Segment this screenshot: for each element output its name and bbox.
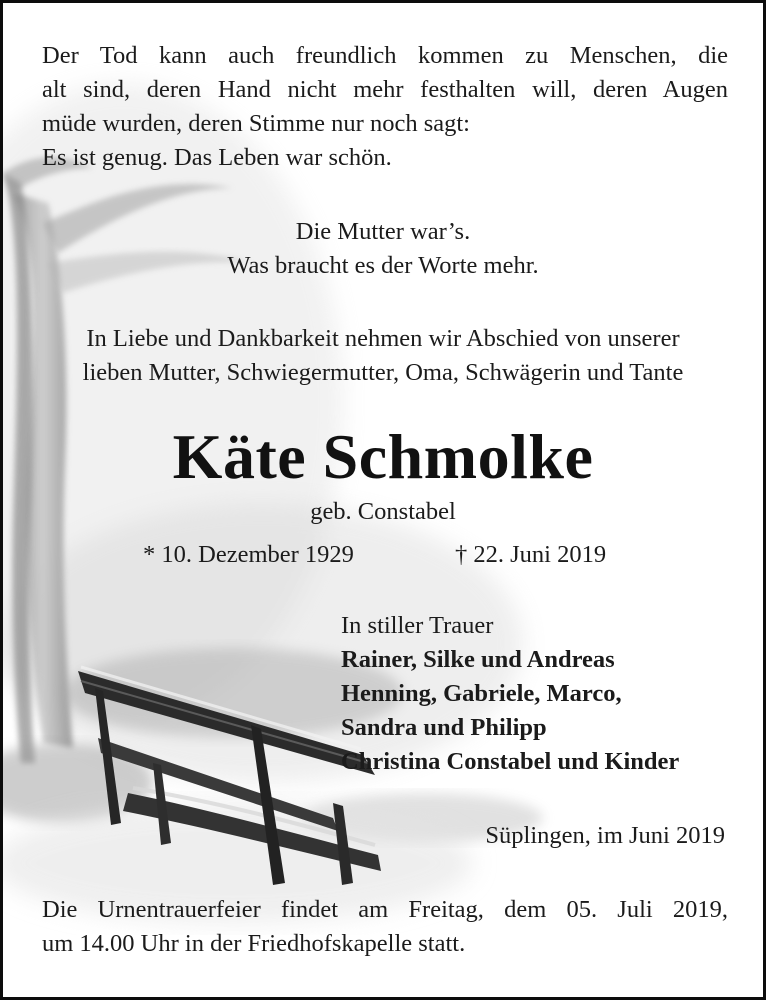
- mourner-name: Sandra und Philipp: [341, 714, 547, 741]
- ceremony-line: [42, 893, 728, 927]
- mourners-heading: In stiller Trauer: [341, 612, 494, 639]
- motto-line: Die Mutter war’s.: [295, 218, 471, 245]
- motto-block: [3, 215, 763, 283]
- mourner-name: Henning, Gabriele, Marco,: [341, 680, 622, 707]
- ceremony-line-2: [42, 927, 728, 961]
- intro-line: lieben Mutter, Schwiegermutter, Oma, Schwägerin und Tante: [82, 359, 684, 386]
- deceased-name: Käte Schmolke: [172, 421, 594, 492]
- ceremony-text: Die Urnentrauerfeier findet am Freitag, dem 05. Juli 2019,: [42, 896, 728, 923]
- death-date: † 22. Juni 2019: [455, 541, 607, 568]
- ceremony-text: um 14.00 Uhr in der Friedhofskapelle statt.: [42, 930, 466, 957]
- poem-line: alt sind, deren Hand nicht mehr festhalten will, deren Augen: [42, 76, 728, 103]
- mourner-name: Christina Constabel und Kinder: [341, 748, 680, 775]
- poem-line: Es ist genug. Das Leben war schön.: [42, 144, 392, 171]
- poem-block: [42, 39, 728, 107]
- poem-line: Der Tod kann auch freundlich kommen zu Menschen, die: [42, 42, 728, 69]
- place-date: Süplingen, im Juni 2019: [485, 822, 725, 849]
- mourner-name: Rainer, Silke und Andreas: [341, 646, 615, 673]
- birth-date: * 10. Dezember 1929: [143, 541, 354, 568]
- maiden-name: geb. Constabel: [310, 498, 456, 525]
- poem-line: müde wurden, deren Stimme nur noch sagt:: [42, 110, 470, 137]
- intro-block: [3, 322, 763, 390]
- poem-block-end: [42, 107, 728, 175]
- motto-line: Was braucht es der Worte mehr.: [227, 252, 539, 279]
- intro-line: In Liebe und Dankbarkeit nehmen wir Abschied von unserer: [86, 325, 680, 352]
- mourners-block: [341, 609, 679, 779]
